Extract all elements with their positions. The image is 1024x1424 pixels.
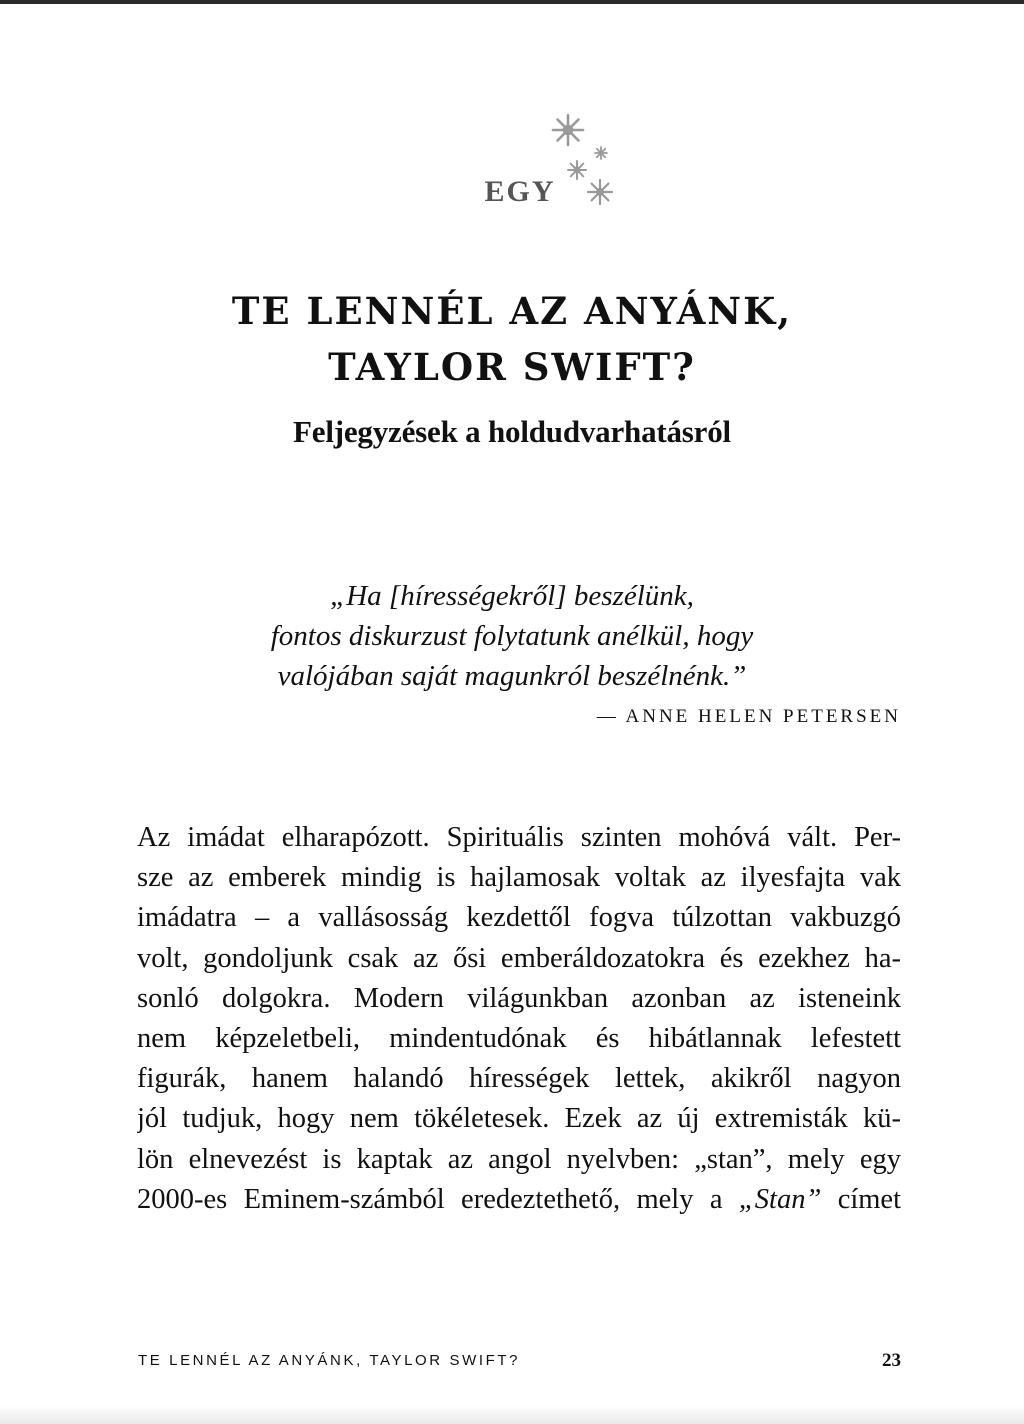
body-line: figurák, hanem halandó hírességek lettek, akikről nagyon [137, 1063, 901, 1095]
epigraph-attribution: — ANNE HELEN PETERSEN [596, 706, 901, 727]
body-text-segment: címet [821, 1183, 901, 1215]
chapter-title [112, 283, 912, 395]
body-line: volt, gondoljunk csak az ősi emberáldozatokra és ezekhez ha- [137, 942, 901, 974]
star-small-icon [595, 147, 607, 159]
top-border [0, 0, 1024, 4]
epigraph [140, 576, 884, 696]
body-line: lön elnevezést is kaptak az angol nyelvben: „stan”, mely egy [137, 1143, 901, 1175]
body-paragraph [137, 818, 901, 1220]
body-line: sze az emberek mindig is hajlamosak voltak az ilyesfajta vak [137, 862, 901, 894]
star-medium-icon [568, 161, 586, 179]
body-line: jól tudjuk, hogy nem tökéletesek. Ezek az új extremisták kü- [137, 1103, 901, 1135]
star-large-icon [553, 115, 583, 145]
song-title-emphasis: „Stan” [738, 1183, 822, 1215]
chapter-subtitle: Feljegyzések a holdudvarhatásról [293, 414, 731, 449]
body-text-segment: 2000-es Eminem-számból eredeztethető, mely a [137, 1183, 739, 1215]
epigraph-line: valójában saját magunkról beszélnénk.” [277, 660, 747, 692]
body-line-last [137, 1180, 901, 1220]
epigraph-line: fontos diskurzust folytatunk anélkül, hogy [270, 620, 754, 652]
chapter-number: EGY [484, 175, 556, 208]
body-line: sonló dolgokra. Modern világunkban azonban az isteneink [137, 982, 901, 1014]
running-footer-title: TE LENNÉL AZ ANYÁNK, TAYLOR SWIFT? [138, 1352, 521, 1369]
body-line: nem képzeletbeli, mindentudónak és hibátlannak lefestett [137, 1023, 901, 1055]
chapter-title-line: TE LENNÉL AZ ANYÁNK, [231, 289, 793, 333]
star-bottom-icon [588, 180, 612, 204]
page-number: 23 [882, 1350, 901, 1371]
epigraph-line: „Ha [hírességekről] beszélünk, [330, 580, 694, 612]
page-bottom-edge [0, 1406, 1024, 1424]
body-line: imádatra – a vallásosság kezdettől fogva túlzottan vakbuzgó [137, 902, 901, 934]
body-line: Az imádat elharapózott. Spirituális szinten mohóvá vált. Per- [137, 822, 901, 853]
chapter-title-line: TAYLOR SWIFT? [328, 345, 696, 389]
